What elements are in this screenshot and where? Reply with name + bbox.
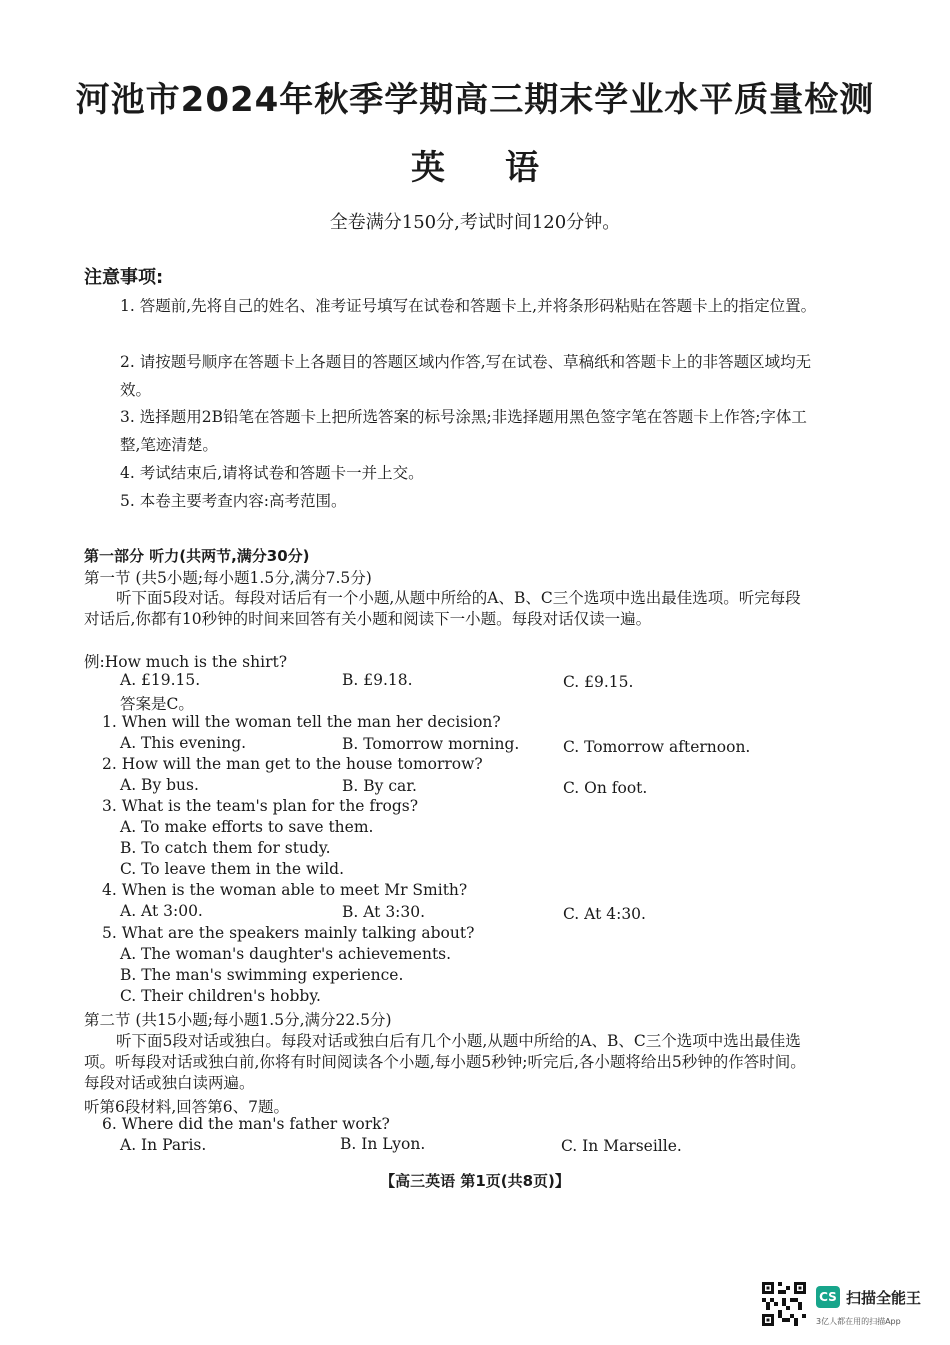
- q4-option-b: B. At 3:30.: [342, 903, 426, 921]
- section2-heading: 第二节 (共15小题;每小题1.5分,满分22.5分): [84, 1011, 392, 1029]
- q6-option-c: C. In Marseille.: [561, 1137, 682, 1155]
- notice-heading: 注意事项:: [84, 267, 164, 288]
- section1-instructions: 听下面5段对话。每段对话后有一个小题,从题中所给的A、B、C三个选项中选出最佳选项。听完每段对话后,你都有10秒钟的时间来回答有关小题和阅读下一小题。每段对话仅读一遍。: [84, 589, 801, 628]
- part1-heading: 第一部分 听力(共两节,满分30分): [84, 547, 310, 565]
- q4-option-c: C. At 4:30.: [563, 905, 646, 923]
- q1-option-c: C. Tomorrow afternoon.: [563, 738, 751, 756]
- example-option-c: C. £9.15.: [563, 673, 634, 691]
- scanner-app-name: 扫描全能王: [846, 1289, 922, 1307]
- material-note: 听第6段材料,回答第6、7题。: [84, 1098, 290, 1116]
- q4-option-a: A. At 3:00.: [120, 902, 203, 920]
- q3-option-c: C. To leave them in the wild.: [120, 860, 345, 878]
- scanner-slogan: 3亿人都在用的扫描App: [816, 1317, 901, 1326]
- q6-option-b: B. In Lyon.: [340, 1135, 426, 1153]
- section2-instructions: 听下面5段对话或独白。每段对话或独白后有几个小题,从题中所给的A、B、C三个选项中选出最佳选项。听每段对话或独白前,你将有时间阅读各个小题,每小题5秒钟;听完后,各小题将给出5秒钟的作答时间。每段对话或独白读两遍。: [84, 1032, 806, 1092]
- section1-heading: 第一节 (共5小题;每小题1.5分,满分7.5分): [84, 569, 372, 587]
- scanner-logo: CS: [816, 1286, 840, 1308]
- notice-item: 1. 答题前,先将自己的姓名、准考证号填写在试卷和答题卡上,并将条形码粘贴在答题卡上的指定位置。: [120, 297, 817, 315]
- q6-option-a: A. In Paris.: [120, 1136, 207, 1154]
- q1-option-a: A. This evening.: [120, 734, 247, 752]
- example-option-a: A. £19.15.: [120, 671, 201, 689]
- question-4: 4. When is the woman able to meet Mr Smith?: [102, 881, 468, 899]
- exam-title: 河池市2024年秋季学期高三期末学业水平质量检测: [75, 80, 875, 120]
- q2-option-b: B. By car.: [342, 777, 417, 795]
- question-3: 3. What is the team's plan for the frogs?: [102, 797, 419, 815]
- example-answer: 答案是C。: [120, 695, 194, 713]
- example-question: 例:How much is the shirt?: [84, 653, 288, 671]
- q1-option-b: B. Tomorrow morning.: [342, 735, 520, 753]
- question-1: 1. When will the woman tell the man her decision?: [102, 713, 501, 731]
- question-6: 6. Where did the man's father work?: [102, 1115, 390, 1133]
- qr-code-icon: [762, 1282, 806, 1326]
- page-footer: 【高三英语 第1页(共8页)】: [380, 1172, 570, 1190]
- question-2: 2. How will the man get to the house tomorrow?: [102, 755, 483, 773]
- example-option-b: B. £9.18.: [342, 671, 413, 689]
- q2-option-a: A. By bus.: [120, 776, 199, 794]
- q5-option-a: A. The woman's daughter's achievements.: [120, 945, 452, 963]
- q3-option-a: A. To make efforts to save them.: [120, 818, 374, 836]
- notice-item: 3. 选择题用2B铅笔在答题卡上把所选答案的标号涂黑;非选择题用黑色签字笔在答题卡上作答;字体工整,笔迹清楚。: [120, 408, 807, 454]
- q3-option-b: B. To catch them for study.: [120, 839, 331, 857]
- q2-option-c: C. On foot.: [563, 779, 648, 797]
- notice-item: 4. 考试结束后,请将试卷和答题卡一并上交。: [120, 464, 424, 482]
- q5-option-c: C. Their children's hobby.: [120, 987, 321, 1005]
- notice-item: 2. 请按题号顺序在答题卡上各题目的答题区域内作答,写在试卷、草稿纸和答题卡上的非答题区域均无效。: [120, 353, 812, 399]
- subject-title: 英语: [411, 148, 599, 188]
- question-5: 5. What are the speakers mainly talking about?: [102, 924, 475, 942]
- notice-item: 5. 本卷主要考查内容:高考范围。: [120, 492, 347, 510]
- exam-info: 全卷满分150分,考试时间120分钟。: [329, 212, 621, 233]
- q5-option-b: B. The man's swimming experience.: [120, 966, 404, 984]
